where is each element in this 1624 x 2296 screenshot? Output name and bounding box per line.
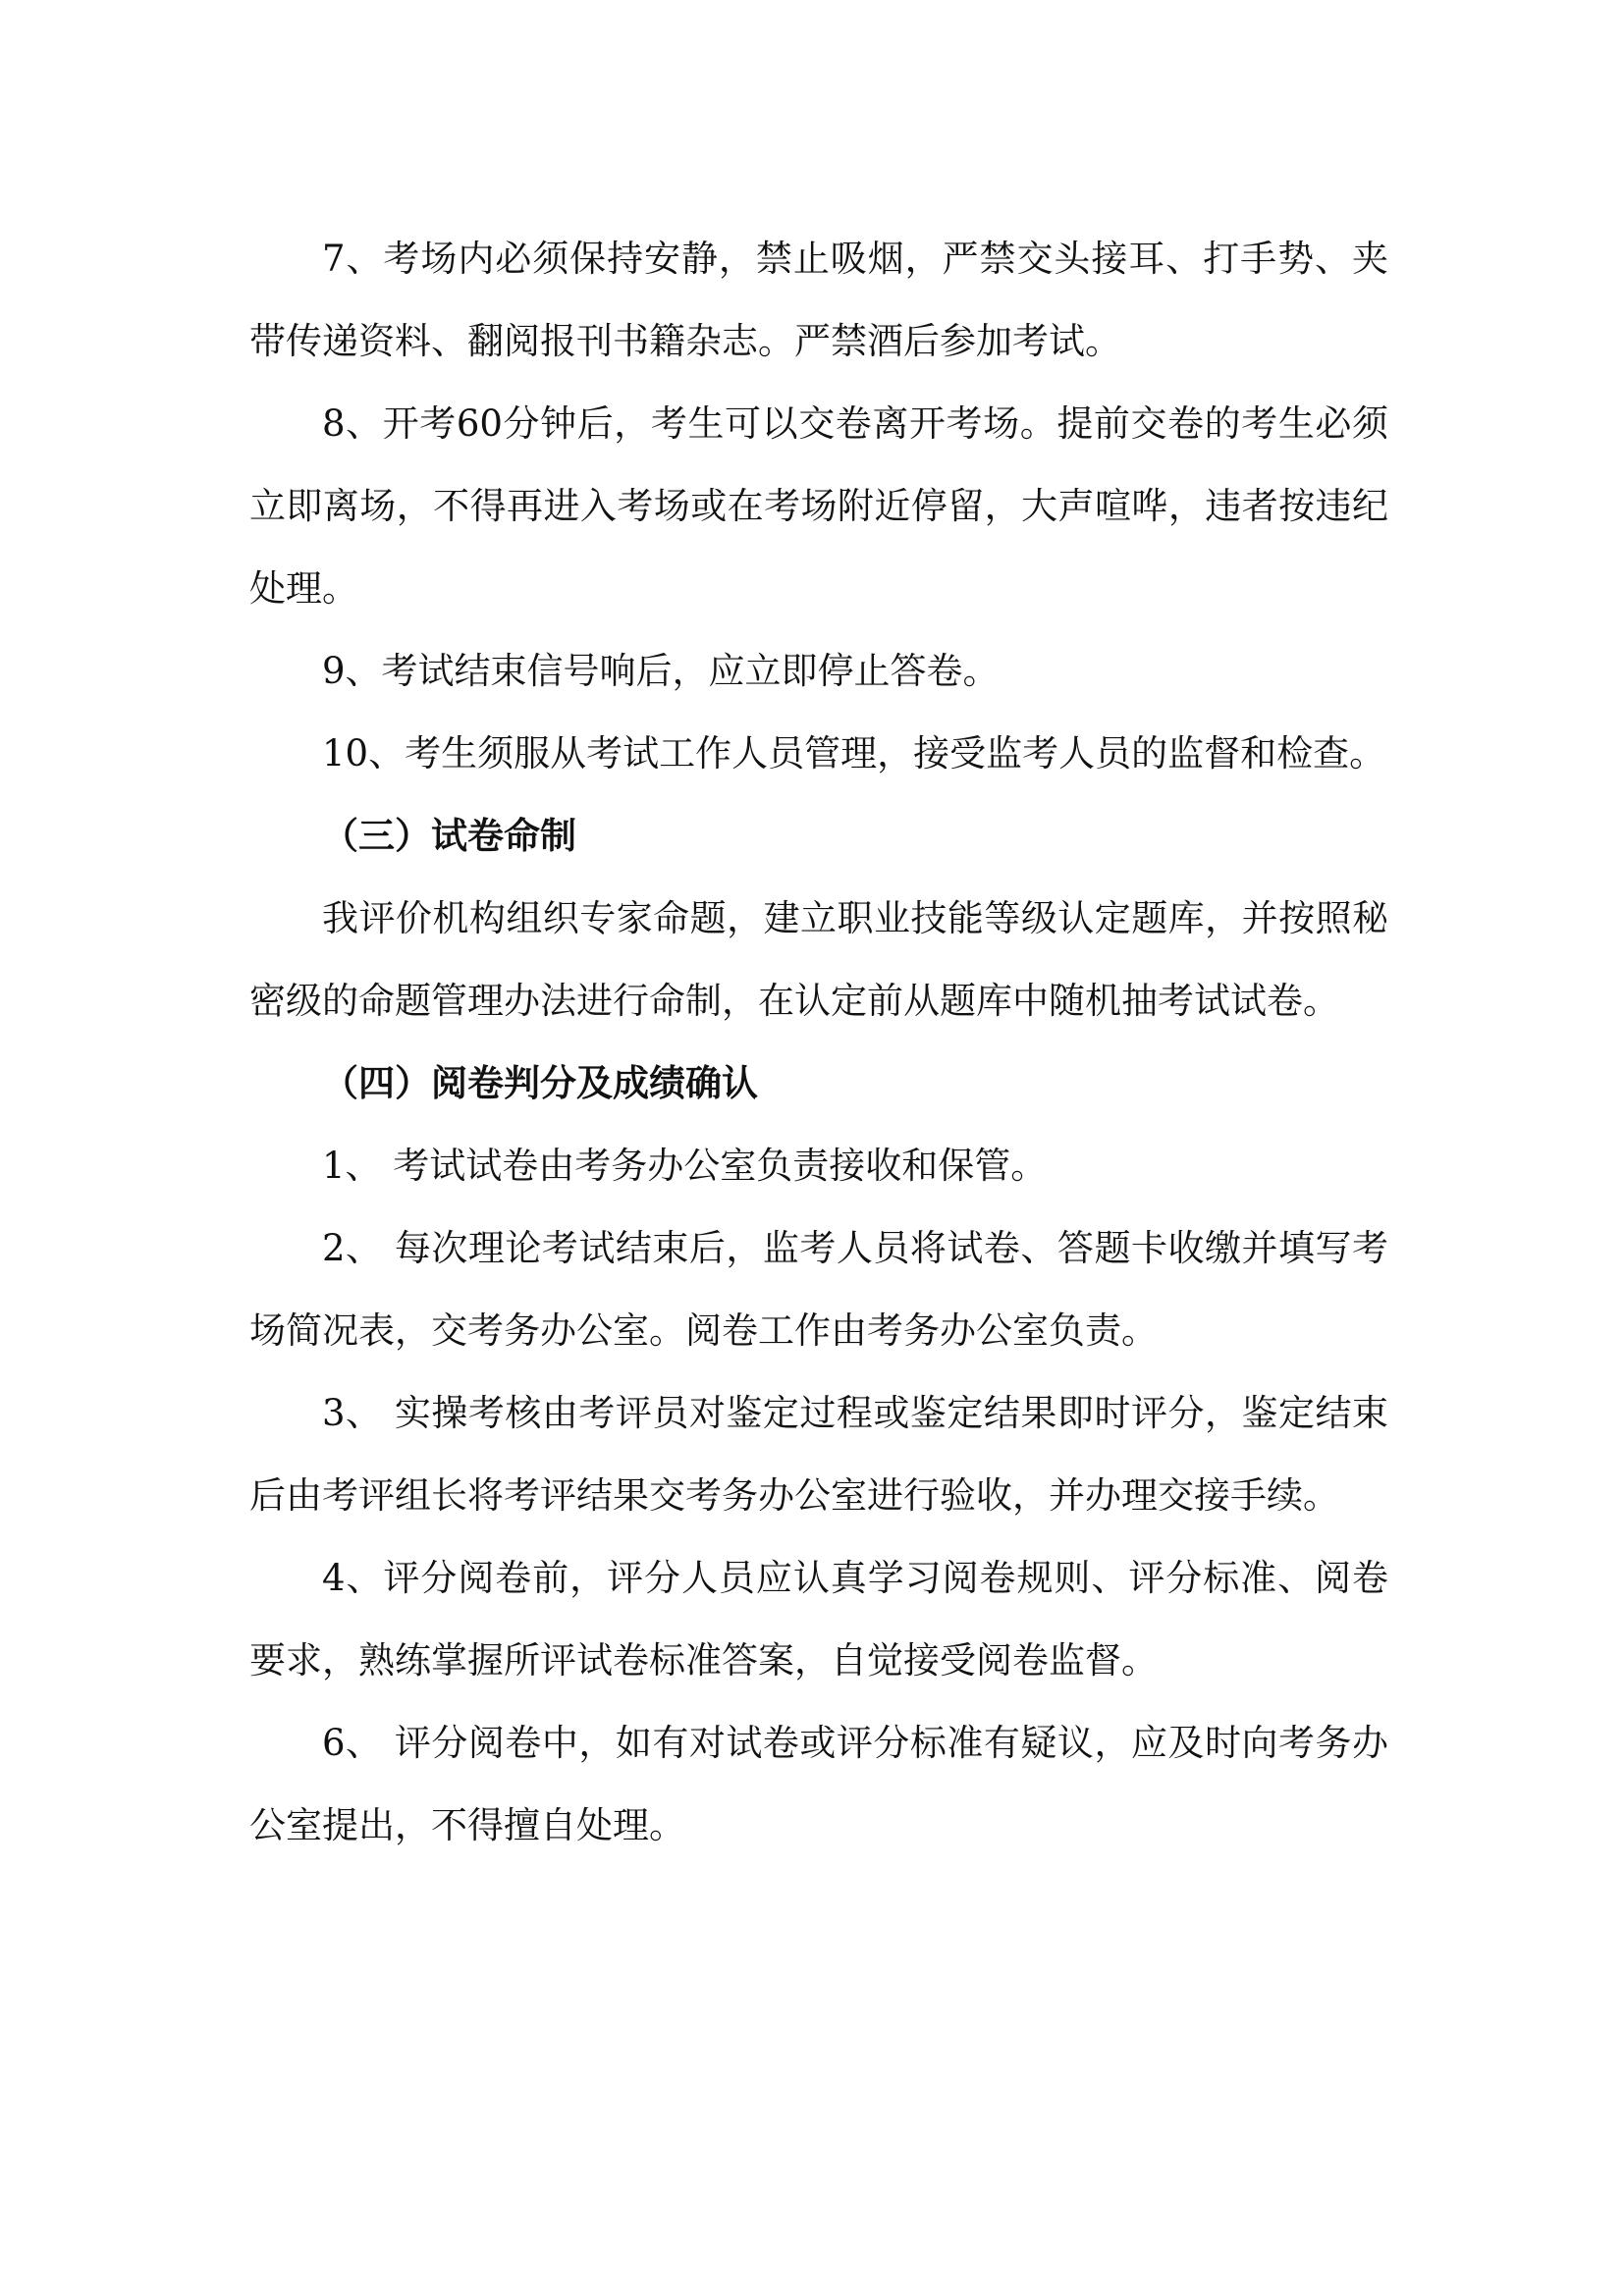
grading-item-3: 3、 实操考核由考评员对鉴定过程或鉴定结果即时评分，鉴定结束后由考评组长将考评结果交考务办公室进行验收，并办理交接手续。 bbox=[249, 1392, 1388, 1517]
rule-8-paragraph: 8、开考60分钟后，考生可以交卷离开考场。提前交卷的考生必须立即离场，不得再进入考场或在考场附近停留，大声喧哗，违者按违纪处理。 bbox=[249, 402, 1388, 610]
grading-item-4: 4、评分阅卷前，评分人员应认真学习阅卷规则、评分标准、阅卷要求，熟练掌握所评试卷标准答案，自觉接受阅卷监督。 bbox=[249, 1557, 1388, 1682]
rule-7-paragraph: 7、考场内必须保持安静，禁止吸烟，严禁交头接耳、打手势、夹带传递资料、翻阅报刊书籍杂志。严禁酒后参加考试。 bbox=[249, 238, 1388, 362]
rule-10-paragraph: 10、考生须服从考试工作人员管理，接受监考人员的监督和检查。 bbox=[322, 732, 1386, 774]
document-body bbox=[249, 218, 1388, 1867]
rule-9-paragraph: 9、考试结束信号响后，应立即停止答卷。 bbox=[322, 650, 1000, 692]
exam-paper-paragraph: 我评价机构组织专家命题，建立职业技能等级认定题库，并按照秘密级的命题管理办法进行命制，在认定前从题库中随机抽考试试卷。 bbox=[249, 897, 1388, 1022]
section-heading-grading: （四）阅卷判分及成绩确认 bbox=[322, 1062, 758, 1104]
grading-item-2: 2、 每次理论考试结束后，监考人员将试卷、答题卡收缴并填写考场简况表，交考务办公室。阅卷工作由考务办公室负责。 bbox=[249, 1227, 1388, 1352]
grading-item-6: 6、 评分阅卷中，如有对试卷或评分标准有疑议，应及时向考务办公室提出，不得擅自处理。 bbox=[249, 1722, 1388, 1846]
section-heading-exam-paper: （三）试卷命制 bbox=[322, 815, 576, 857]
grading-item-1: 1、 考试试卷由考务办公室负责接收和保管。 bbox=[322, 1145, 1048, 1187]
